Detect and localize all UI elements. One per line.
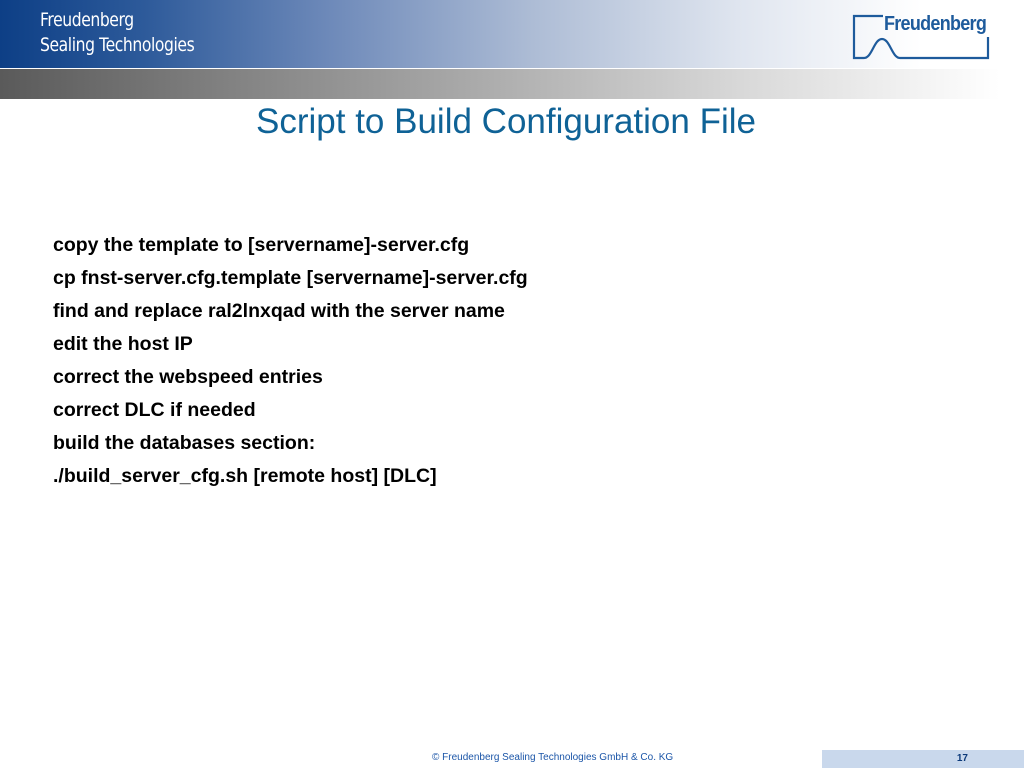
company-name-line2: Sealing Technologies [40, 34, 195, 56]
logo-wordmark: Freudenberg [884, 13, 987, 35]
freudenberg-logo [852, 13, 992, 61]
content-line: correct the webspeed entries [53, 366, 323, 388]
page-number: 17 [956, 753, 968, 764]
content-line: build the databases section: [53, 432, 316, 454]
content-line: cp fnst-server.cfg.template [servername]-server.cfg [53, 267, 528, 289]
content-line: find and replace ral2lnxqad with the server name [53, 300, 505, 322]
header-gray-band [0, 69, 1000, 99]
content-line: correct DLC if needed [53, 399, 256, 421]
content-list [53, 229, 528, 493]
footer-copyright: © Freudenberg Sealing Technologies GmbH & Co. KG [432, 752, 674, 763]
page-number-box [822, 750, 1024, 768]
content-line: ./build_server_cfg.sh [remote host] [DLC] [53, 465, 437, 487]
company-name-line1: Freudenberg [40, 9, 134, 31]
content-line: edit the host IP [53, 333, 193, 355]
content-line: copy the template to [servername]-server.cfg [53, 234, 470, 256]
company-name [40, 8, 194, 58]
slide-title: Script to Build Configuration File [256, 102, 756, 141]
